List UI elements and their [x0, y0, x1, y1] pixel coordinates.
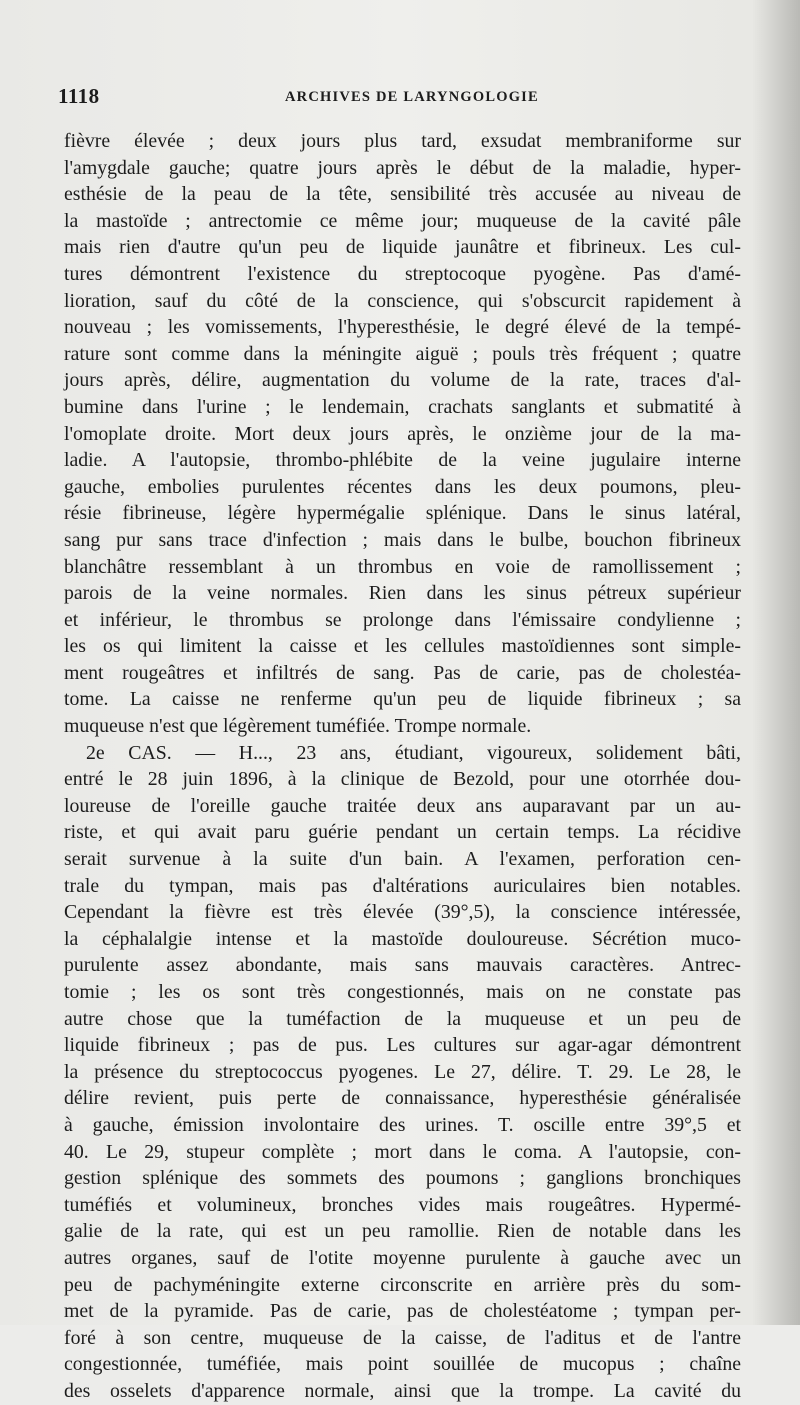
text-line: tomie ; les os sont très congestionnés, mais on ne constate pas: [64, 981, 741, 1003]
text-line: rature sont comme dans la méningite aiguë ; pouls très fréquent ; quatre: [64, 342, 741, 365]
text-line: ladie. A l'autopsie, thrombo-phlébite de la veine jugulaire interne: [64, 449, 741, 472]
text-line: tuméfiés et volumineux, bronches vides mais rougeâtres. Hypermé-: [64, 1193, 741, 1216]
page-number: 1118: [58, 84, 100, 108]
text-line: délire revient, puis perte de connaissance, hyperesthésie généralisée: [64, 1087, 741, 1110]
text-line: tures démontrent l'existence du streptocoque pyogène. Pas d'amé-: [64, 262, 741, 285]
text-line: ment rougeâtres et infiltrés de sang. Pas de carie, pas de cholestéa-: [64, 661, 741, 684]
text-line: autre chose que la tuméfaction de la muqueuse et un peu de: [64, 1007, 741, 1030]
text-line: serait survenue à la suite d'un bain. A l'examen, perforation cen-: [64, 848, 741, 871]
text-line: tome. La caisse ne renferme qu'un peu de liquide fibrineux ; sa: [64, 688, 741, 711]
text-line: fièvre élevée ; deux jours plus tard, exsudat membraniforme sur: [64, 130, 741, 152]
text-line: foré à son centre, muqueuse de la caisse, de l'aditus et de l'antre: [64, 1326, 741, 1349]
body-text: [64, 128, 741, 1405]
text-line: nouveau ; les vomissements, l'hyperesthésie, le degré élevé de la tempé-: [64, 316, 741, 339]
text-line: les os qui limitent la caisse et les cellules mastoïdiennes sont simple-: [64, 635, 741, 658]
text-line: lioration, sauf du côté de la conscience, qui s'obscurcit rapidement à: [64, 289, 741, 312]
case-heading-line: 2e CAS. — H..., 23 ans, étudiant, vigoureux, solidement bâti,: [86, 741, 741, 764]
text-line: trale du tympan, mais pas d'altérations auriculaires bien notables.: [64, 874, 741, 897]
text-line: parois de la veine normales. Rien dans les sinus pétreux supérieur: [64, 582, 741, 605]
text-line: purulente assez abondante, mais sans mauvais caractères. Antrec-: [64, 954, 741, 977]
text-line: Cependant la fièvre est très élevée (39°,5), la conscience intéressée,: [64, 901, 741, 924]
text-line: blanchâtre ressemblant à un thrombus en voie de ramollissement ;: [64, 555, 741, 578]
text-line: gauche, embolies purulentes récentes dans les deux poumons, pleu-: [64, 475, 741, 498]
text-line: et inférieur, le thrombus se prolonge dans l'émissaire condylienne ;: [64, 608, 741, 631]
text-line: résie fibrineuse, légère hypermégalie splénique. Dans le sinus latéral,: [64, 502, 741, 525]
text-line: des osselets d'apparence normale, ainsi que la trompe. La cavité du: [64, 1379, 741, 1402]
text-line: met de la pyramide. Pas de carie, pas de cholestéatome ; tympan per-: [64, 1300, 741, 1323]
text-line: peu de pachyméningite externe circonscrite en arrière près du som-: [64, 1273, 741, 1296]
text-line: autres organes, sauf de l'otite moyenne purulente à gauche avec un: [64, 1246, 741, 1269]
text-line: mais rien d'autre qu'un peu de liquide jaunâtre et fibrineux. Les cul-: [64, 236, 741, 259]
text-line: esthésie de la peau de la tête, sensibilité très accusée au niveau de: [64, 183, 741, 206]
text-line: bumine dans l'urine ; le lendemain, crachats sanglants et submatité à: [64, 395, 741, 418]
text-line: l'amygdale gauche; quatre jours après le début de la maladie, hyper-: [64, 156, 741, 179]
text-line: jours après, délire, augmentation du volume de la rate, traces d'al-: [64, 369, 741, 392]
text-line: entré le 28 juin 1896, à la clinique de Bezold, pour une otorrhée dou-: [64, 768, 741, 791]
text-line: riste, et qui avait paru guérie pendant un certain temps. La récidive: [64, 821, 741, 844]
text-line: la présence du streptococcus pyogenes. Le 27, délire. T. 29. Le 28, le: [64, 1060, 741, 1083]
text-line: sang pur sans trace d'infection ; mais dans le bulbe, bouchon fibrineux: [64, 528, 741, 551]
journal-title: ARCHIVES DE LARYNGOLOGIE: [285, 89, 539, 105]
text-line: muqueuse n'est que légèrement tuméfiée. Trompe normale.: [64, 715, 532, 738]
text-line: liquide fibrineux ; pas de pus. Les cultures sur agar-agar démontrent: [64, 1034, 741, 1057]
text-line: congestionnée, tuméfiée, mais point souillée de mucopus ; chaîne: [64, 1353, 741, 1376]
text-line: loureuse de l'oreille gauche traitée deux ans auparavant par un au-: [64, 794, 741, 817]
text-line: l'omoplate droite. Mort deux jours après, le onzième jour de la ma-: [64, 422, 741, 445]
text-line: la céphalalgie intense et la mastoïde douloureuse. Sécrétion muco-: [64, 927, 741, 950]
running-head: [58, 84, 738, 110]
text-line: la mastoïde ; antrectomie ce même jour; muqueuse de la cavité pâle: [64, 209, 741, 232]
text-line: à gauche, émission involontaire des urines. T. oscille entre 39°,5 et: [64, 1113, 741, 1136]
text-line: gestion splénique des sommets des poumons ; ganglions bronchiques: [64, 1167, 741, 1190]
text-line: 40. Le 29, stupeur complète ; mort dans le coma. A l'autopsie, con-: [64, 1140, 741, 1163]
text-line: galie de la rate, qui est un peu ramollie. Rien de notable dans les: [64, 1220, 741, 1243]
